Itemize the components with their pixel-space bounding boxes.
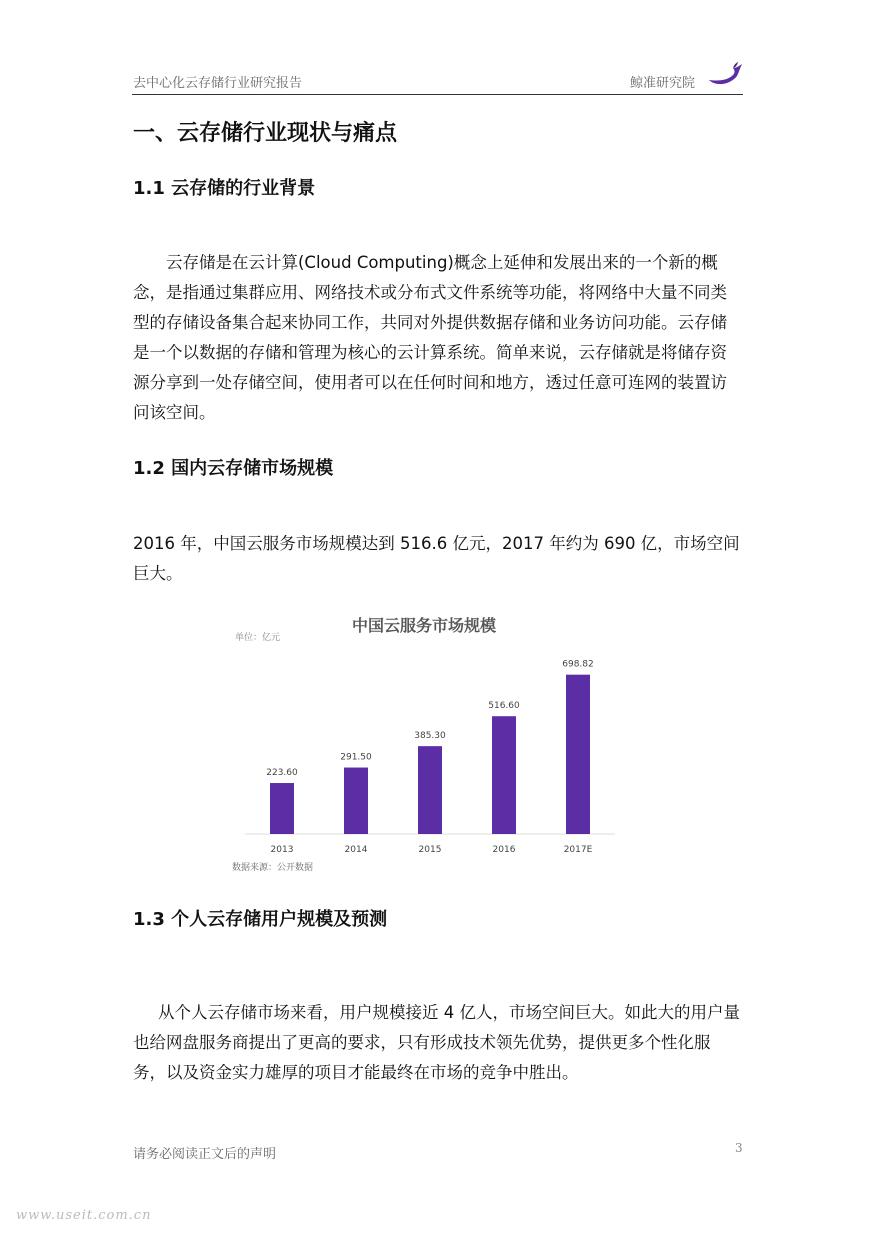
subsection-heading-1-2: 1.2 国内云存储市场规模 [133, 458, 334, 479]
site-watermark: www.useit.com.cn [16, 1208, 152, 1223]
data-label-2016: 516.60 [488, 701, 520, 712]
chart-title: 中国云服务市场规模 [351, 616, 497, 635]
paragraph-user-scale [133, 998, 743, 1088]
paragraph-user-scale-text: 从个人云存储市场来看，用户规模接近 4 亿人，市场空间巨大。如此大的用户量也给网盘服务商提出了更高的要求，只有形成技术领先优势，提供更多个性化服务，以及资金实力雄厚的项目才能最终在市场的竞争中胜出。 [133, 1003, 740, 1082]
paragraph-background-text: 云存储是在云计算(Cloud Computing)概念上延伸和发展出来的一个新的概念，是指通过集群应用、网络技术或分布式文件系统等功能，将网络中大量不同类型的存储设备集合起来协同工作，共同对外提供数据存储和业务访问功能。云存储是一个以数据的存储和管理为核心的云计算系统。简单来说，云存储就是将储存资源分享到一处存储空间，使用者可以在任何时间和地方，透过任意可连网的装置访问该空间。 [133, 253, 727, 422]
data-label-2015: 385.30 [414, 731, 446, 742]
subsection-heading-1-1: 1.1 云存储的行业背景 [133, 178, 316, 199]
page-number: 3 [735, 1141, 743, 1155]
data-label-2014: 291.50 [340, 752, 372, 763]
data-label-2017E: 698.82 [562, 659, 594, 670]
x-tick-label-2015: 2015 [418, 845, 442, 855]
bar-2014 [344, 768, 368, 834]
bar-2016 [492, 716, 516, 834]
bar-2013 [270, 783, 294, 834]
bar-2015 [418, 746, 442, 834]
section-heading: 一、云存储行业现状与痛点 [133, 121, 398, 146]
x-tick-label-2017E: 2017E [563, 845, 593, 855]
bar-2017E [566, 675, 590, 834]
paragraph-market-size-text: 2016 年，中国云服务市场规模达到 516.6 亿元，2017 年约为 690 亿，市场空间巨大。 [133, 534, 740, 583]
chart-source-note: 数据来源：公开数据 [232, 863, 314, 873]
chart-unit-note: 单位：亿元 [235, 633, 281, 643]
whale-logo-icon [707, 62, 743, 88]
header-divider [132, 94, 743, 95]
x-tick-label-2013: 2013 [270, 845, 294, 855]
paragraph-market-size [133, 529, 743, 589]
paragraph-background [133, 248, 743, 428]
x-tick-label-2014: 2014 [344, 845, 368, 855]
bar-chart-svg [225, 605, 625, 875]
report-title: 去中心化云存储行业研究报告 [133, 76, 303, 91]
x-tick-label-2016: 2016 [492, 845, 516, 855]
footer-disclaimer: 请务必阅读正文后的声明 [133, 1147, 277, 1162]
data-label-2013: 223.60 [266, 768, 298, 779]
subsection-heading-1-3: 1.3 个人云存储用户规模及预测 [133, 909, 388, 930]
brand-name: 鲸准研究院 [630, 76, 696, 91]
market-size-chart [225, 605, 625, 875]
